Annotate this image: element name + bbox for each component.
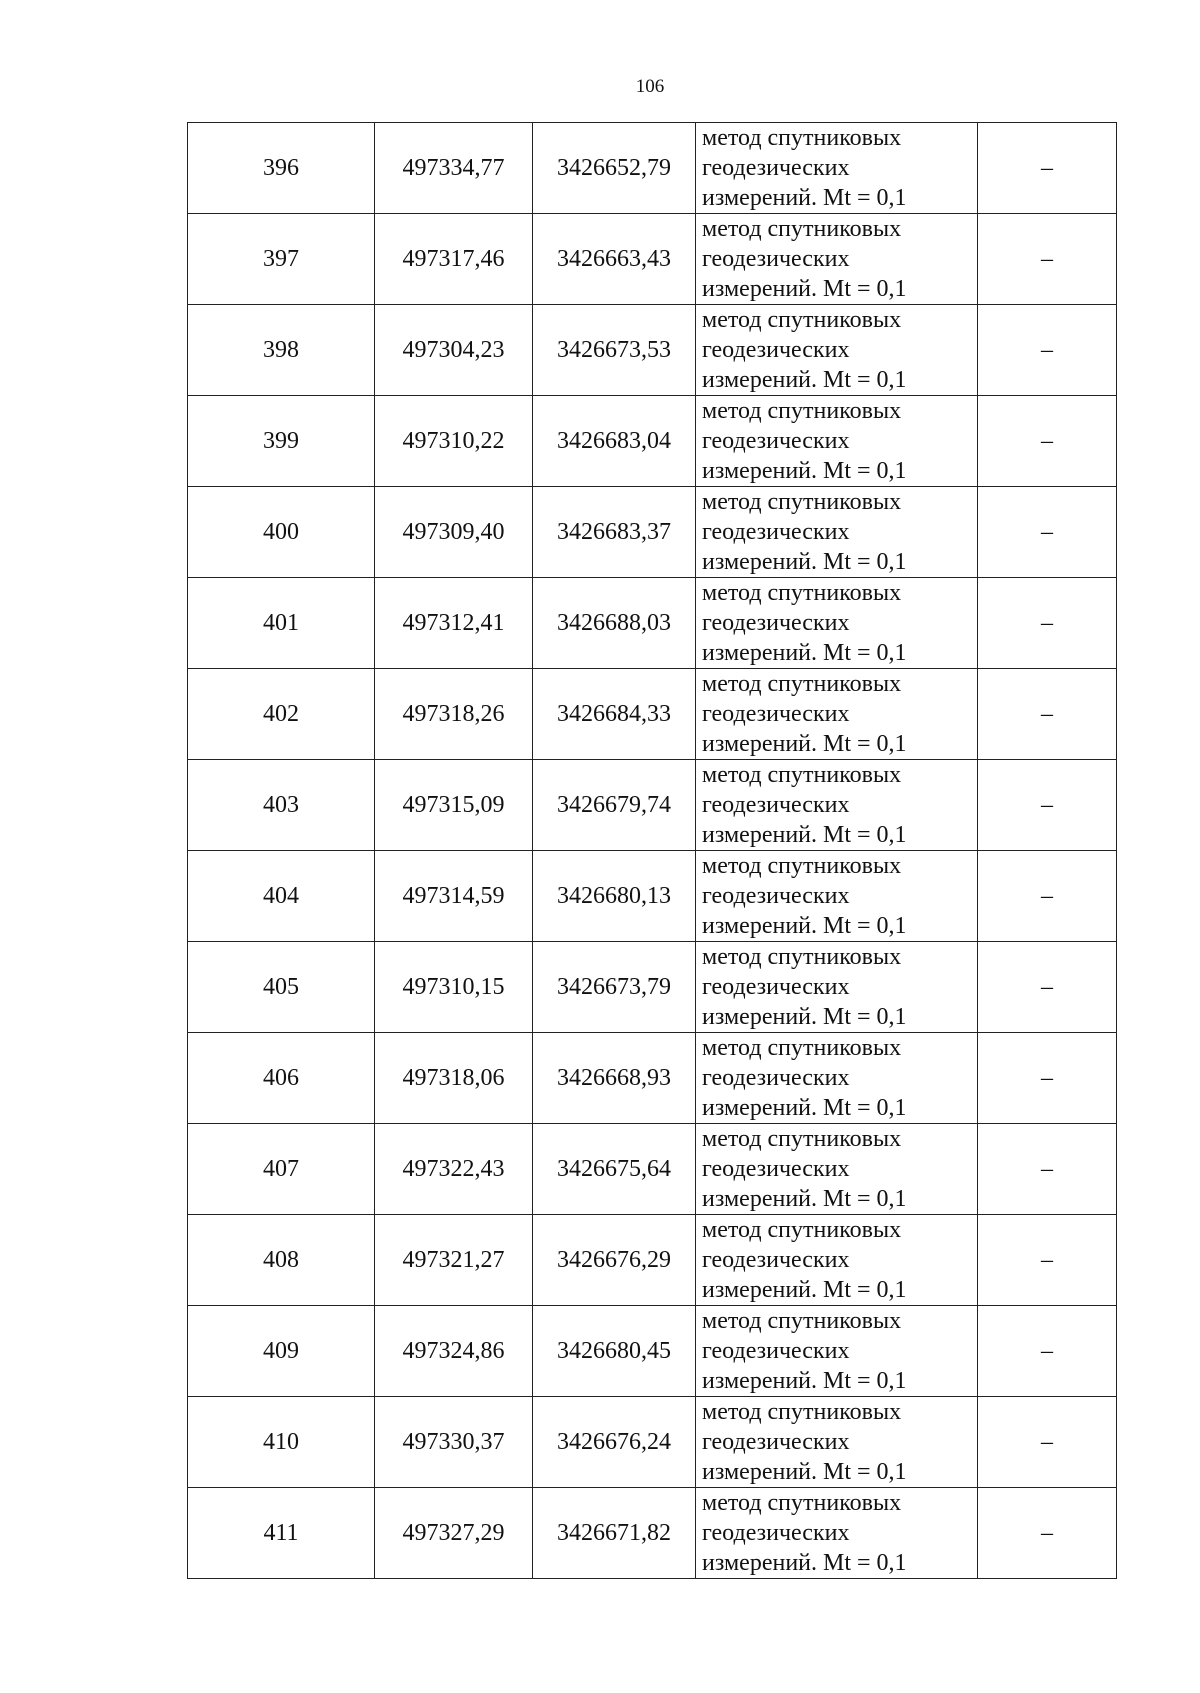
method-line: метод спутниковых bbox=[702, 1217, 902, 1243]
table-row bbox=[188, 487, 1117, 578]
note-cell: – bbox=[978, 851, 1117, 942]
method-line: измерений. Mt = 0,1 bbox=[702, 458, 907, 484]
method-line: геодезических bbox=[702, 428, 850, 454]
x-coordinate-cell: 497310,15 bbox=[375, 942, 533, 1033]
note-cell: – bbox=[978, 305, 1117, 396]
method-line: метод спутниковых bbox=[702, 1308, 902, 1334]
method-line: геодезических bbox=[702, 701, 850, 727]
point-number-cell: 410 bbox=[188, 1397, 375, 1488]
method-line: метод спутниковых bbox=[702, 398, 902, 424]
point-number-cell: 397 bbox=[188, 214, 375, 305]
method-line: измерений. Mt = 0,1 bbox=[702, 913, 907, 939]
point-number-cell: 401 bbox=[188, 578, 375, 669]
point-number-cell: 409 bbox=[188, 1306, 375, 1397]
y-coordinate-cell: 3426671,82 bbox=[533, 1488, 696, 1579]
method-line: геодезических bbox=[702, 792, 850, 818]
table-row bbox=[188, 1033, 1117, 1124]
method-line: измерений. Mt = 0,1 bbox=[702, 276, 907, 302]
method-cell bbox=[696, 760, 978, 851]
table-row bbox=[188, 1397, 1117, 1488]
point-number-cell: 398 bbox=[188, 305, 375, 396]
y-coordinate-cell: 3426688,03 bbox=[533, 578, 696, 669]
table-row bbox=[188, 214, 1117, 305]
method-line: измерений. Mt = 0,1 bbox=[702, 185, 907, 211]
table-row bbox=[188, 396, 1117, 487]
point-number-cell: 404 bbox=[188, 851, 375, 942]
method-line: геодезических bbox=[702, 610, 850, 636]
y-coordinate-cell: 3426680,45 bbox=[533, 1306, 696, 1397]
y-coordinate-cell: 3426684,33 bbox=[533, 669, 696, 760]
table-row bbox=[188, 123, 1117, 214]
method-line: метод спутниковых bbox=[702, 671, 902, 697]
table-row bbox=[188, 578, 1117, 669]
method-line: геодезических bbox=[702, 337, 850, 363]
x-coordinate-cell: 497315,09 bbox=[375, 760, 533, 851]
method-line: измерений. Mt = 0,1 bbox=[702, 1186, 907, 1212]
note-cell: – bbox=[978, 1033, 1117, 1124]
y-coordinate-cell: 3426675,64 bbox=[533, 1124, 696, 1215]
point-number-cell: 406 bbox=[188, 1033, 375, 1124]
method-cell bbox=[696, 1397, 978, 1488]
method-line: геодезических bbox=[702, 883, 850, 909]
table-row bbox=[188, 1124, 1117, 1215]
note-cell: – bbox=[978, 396, 1117, 487]
table-row bbox=[188, 669, 1117, 760]
x-coordinate-cell: 497334,77 bbox=[375, 123, 533, 214]
method-line: метод спутниковых bbox=[702, 125, 902, 151]
method-line: измерений. Mt = 0,1 bbox=[702, 731, 907, 757]
x-coordinate-cell: 497321,27 bbox=[375, 1215, 533, 1306]
y-coordinate-cell: 3426676,24 bbox=[533, 1397, 696, 1488]
point-number-cell: 405 bbox=[188, 942, 375, 1033]
y-coordinate-cell: 3426679,74 bbox=[533, 760, 696, 851]
method-line: метод спутниковых bbox=[702, 1399, 902, 1425]
note-cell: – bbox=[978, 1397, 1117, 1488]
y-coordinate-cell: 3426673,53 bbox=[533, 305, 696, 396]
method-line: измерений. Mt = 0,1 bbox=[702, 1550, 907, 1576]
method-cell bbox=[696, 214, 978, 305]
method-line: геодезических bbox=[702, 246, 850, 272]
note-cell: – bbox=[978, 123, 1117, 214]
y-coordinate-cell: 3426676,29 bbox=[533, 1215, 696, 1306]
method-line: метод спутниковых bbox=[702, 1035, 902, 1061]
method-cell bbox=[696, 396, 978, 487]
coordinates-table-body bbox=[188, 123, 1117, 1579]
method-line: метод спутниковых bbox=[702, 580, 902, 606]
note-cell: – bbox=[978, 669, 1117, 760]
method-cell bbox=[696, 942, 978, 1033]
x-coordinate-cell: 497309,40 bbox=[375, 487, 533, 578]
method-line: метод спутниковых bbox=[702, 216, 902, 242]
point-number-cell: 403 bbox=[188, 760, 375, 851]
x-coordinate-cell: 497312,41 bbox=[375, 578, 533, 669]
y-coordinate-cell: 3426680,13 bbox=[533, 851, 696, 942]
method-line: геодезических bbox=[702, 155, 850, 181]
point-number-cell: 396 bbox=[188, 123, 375, 214]
method-cell bbox=[696, 1306, 978, 1397]
method-line: геодезических bbox=[702, 974, 850, 1000]
point-number-cell: 402 bbox=[188, 669, 375, 760]
method-line: измерений. Mt = 0,1 bbox=[702, 1368, 907, 1394]
method-line: метод спутниковых bbox=[702, 1490, 902, 1516]
x-coordinate-cell: 497310,22 bbox=[375, 396, 533, 487]
point-number-cell: 407 bbox=[188, 1124, 375, 1215]
method-line: измерений. Mt = 0,1 bbox=[702, 640, 907, 666]
method-line: метод спутниковых bbox=[702, 944, 902, 970]
note-cell: – bbox=[978, 214, 1117, 305]
method-cell bbox=[696, 578, 978, 669]
method-line: геодезических bbox=[702, 1520, 850, 1546]
x-coordinate-cell: 497327,29 bbox=[375, 1488, 533, 1579]
method-line: измерений. Mt = 0,1 bbox=[702, 1004, 907, 1030]
table-row bbox=[188, 1488, 1117, 1579]
x-coordinate-cell: 497314,59 bbox=[375, 851, 533, 942]
method-line: геодезических bbox=[702, 1065, 850, 1091]
method-cell bbox=[696, 487, 978, 578]
table-row bbox=[188, 760, 1117, 851]
method-line: геодезических bbox=[702, 1247, 850, 1273]
method-line: геодезических bbox=[702, 1429, 850, 1455]
table-row bbox=[188, 851, 1117, 942]
method-line: измерений. Mt = 0,1 bbox=[702, 1277, 907, 1303]
method-cell bbox=[696, 1124, 978, 1215]
table-row bbox=[188, 1215, 1117, 1306]
note-cell: – bbox=[978, 1306, 1117, 1397]
point-number-cell: 411 bbox=[188, 1488, 375, 1579]
method-line: метод спутниковых bbox=[702, 762, 902, 788]
y-coordinate-cell: 3426683,37 bbox=[533, 487, 696, 578]
method-line: геодезических bbox=[702, 519, 850, 545]
method-cell bbox=[696, 123, 978, 214]
point-number-cell: 400 bbox=[188, 487, 375, 578]
point-number-cell: 408 bbox=[188, 1215, 375, 1306]
x-coordinate-cell: 497322,43 bbox=[375, 1124, 533, 1215]
note-cell: – bbox=[978, 578, 1117, 669]
method-line: измерений. Mt = 0,1 bbox=[702, 367, 907, 393]
page-number: 106 bbox=[635, 76, 665, 97]
table-row bbox=[188, 1306, 1117, 1397]
method-line: измерений. Mt = 0,1 bbox=[702, 822, 907, 848]
method-line: метод спутниковых bbox=[702, 307, 902, 333]
method-line: измерений. Mt = 0,1 bbox=[702, 1459, 907, 1485]
x-coordinate-cell: 497330,37 bbox=[375, 1397, 533, 1488]
x-coordinate-cell: 497317,46 bbox=[375, 214, 533, 305]
x-coordinate-cell: 497318,26 bbox=[375, 669, 533, 760]
method-cell bbox=[696, 1033, 978, 1124]
note-cell: – bbox=[978, 1215, 1117, 1306]
method-cell bbox=[696, 1488, 978, 1579]
note-cell: – bbox=[978, 1124, 1117, 1215]
method-line: метод спутниковых bbox=[702, 1126, 902, 1152]
y-coordinate-cell: 3426673,79 bbox=[533, 942, 696, 1033]
x-coordinate-cell: 497318,06 bbox=[375, 1033, 533, 1124]
point-number-cell: 399 bbox=[188, 396, 375, 487]
note-cell: – bbox=[978, 1488, 1117, 1579]
table-row bbox=[188, 305, 1117, 396]
table-row bbox=[188, 942, 1117, 1033]
method-line: измерений. Mt = 0,1 bbox=[702, 1095, 907, 1121]
method-cell bbox=[696, 669, 978, 760]
note-cell: – bbox=[978, 487, 1117, 578]
x-coordinate-cell: 497324,86 bbox=[375, 1306, 533, 1397]
coordinates-table bbox=[187, 122, 1117, 1579]
method-cell bbox=[696, 851, 978, 942]
y-coordinate-cell: 3426663,43 bbox=[533, 214, 696, 305]
method-line: измерений. Mt = 0,1 bbox=[702, 549, 907, 575]
y-coordinate-cell: 3426652,79 bbox=[533, 123, 696, 214]
method-cell bbox=[696, 305, 978, 396]
method-line: метод спутниковых bbox=[702, 489, 902, 515]
method-cell bbox=[696, 1215, 978, 1306]
y-coordinate-cell: 3426668,93 bbox=[533, 1033, 696, 1124]
note-cell: – bbox=[978, 760, 1117, 851]
y-coordinate-cell: 3426683,04 bbox=[533, 396, 696, 487]
method-line: геодезических bbox=[702, 1156, 850, 1182]
method-line: геодезических bbox=[702, 1338, 850, 1364]
note-cell: – bbox=[978, 942, 1117, 1033]
x-coordinate-cell: 497304,23 bbox=[375, 305, 533, 396]
method-line: метод спутниковых bbox=[702, 853, 902, 879]
